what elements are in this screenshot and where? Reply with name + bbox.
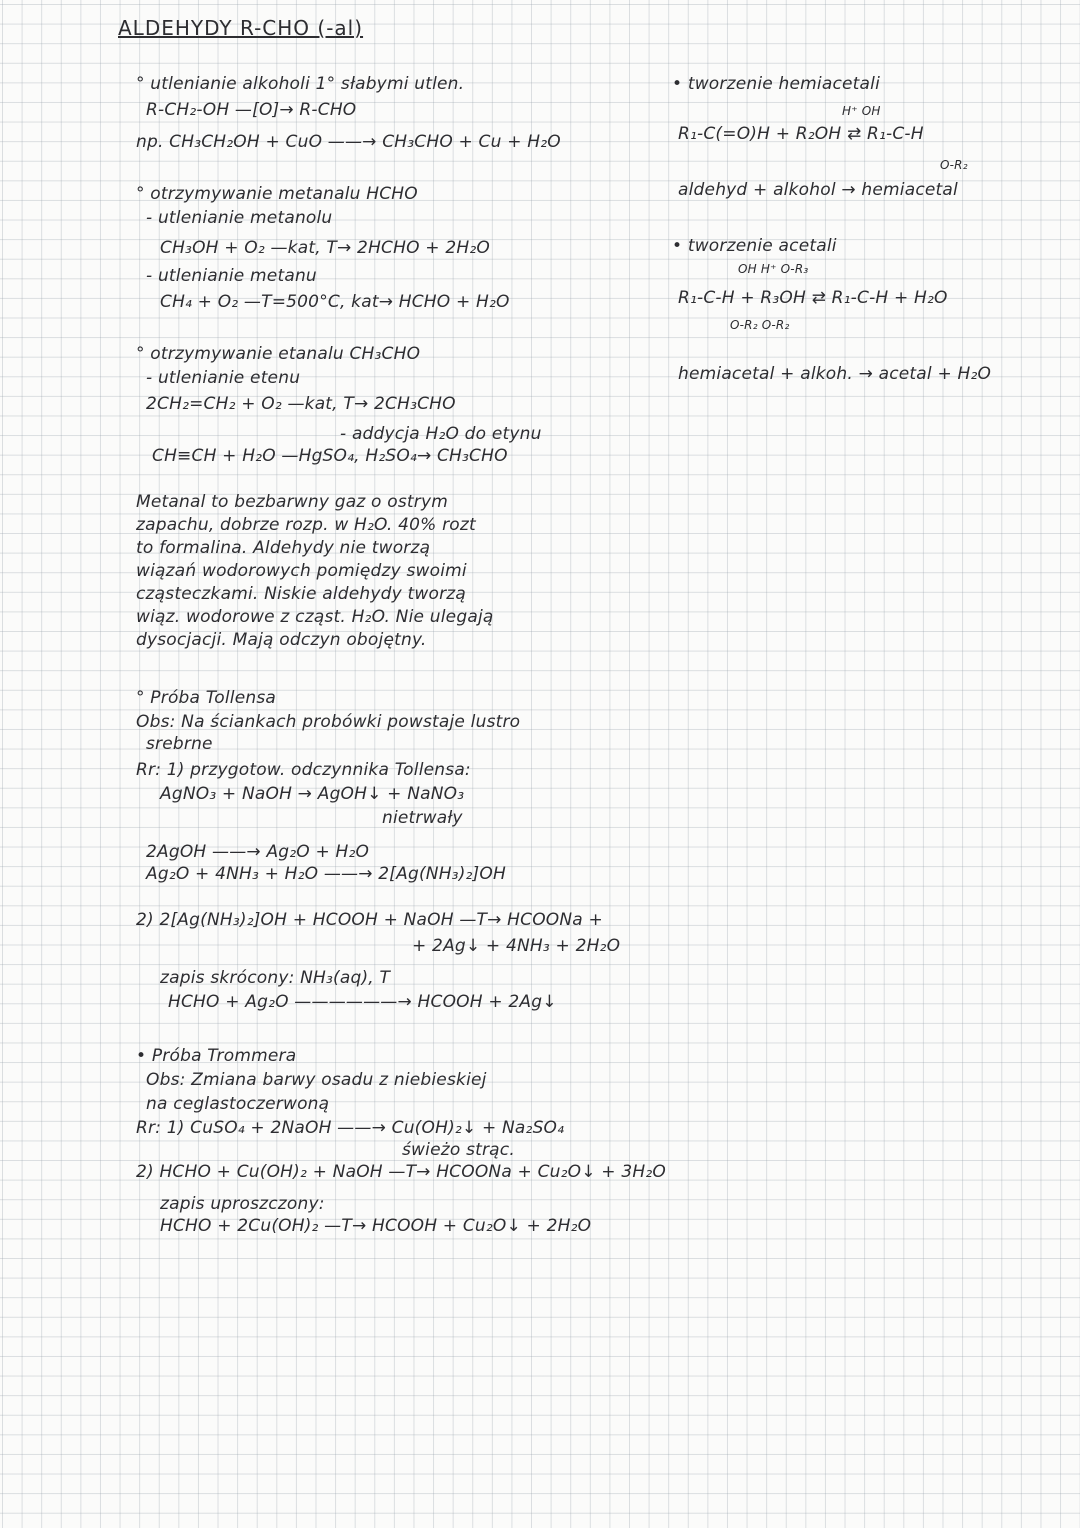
note-line: Rr: 1) CuSO₄ + 2NaOH ——→ Cu(OH)₂↓ + Na₂SO₄ <box>136 1118 565 1138</box>
note-line: Rr: 1) przygotow. odczynnika Tollensa: <box>136 760 471 780</box>
note-line: H⁺ OH <box>842 104 881 118</box>
note-line: zapachu, dobrze rozp. w H₂O. 40% rozt <box>136 515 476 535</box>
note-line: 2) HCHO + Cu(OH)₂ + NaOH —T→ HCOONa + Cu₂O↓ + 3H₂O <box>136 1162 666 1182</box>
note-line: O-R₂ <box>940 158 968 172</box>
note-line: - utlenianie metanu <box>146 266 317 286</box>
note-line: aldehyd + alkohol → hemiacetal <box>678 180 958 200</box>
note-line: 2CH₂=CH₂ + O₂ —kat, T→ 2CH₃CHO <box>146 394 456 414</box>
note-line: to formalina. Aldehydy nie tworzą <box>136 538 431 558</box>
note-line: - addycja H₂O do etynu <box>340 424 542 444</box>
note-line: świeżo strąc. <box>402 1140 515 1160</box>
note-line: • tworzenie hemiacetali <box>672 74 881 94</box>
note-line: ° Próba Tollensa <box>136 688 276 708</box>
note-line: zapis uproszczony: <box>160 1194 325 1214</box>
note-line: wiąz. wodorowe z cząst. H₂O. Nie ulegają <box>136 607 494 627</box>
note-line: hemiacetal + alkoh. → acetal + H₂O <box>678 364 992 384</box>
note-line: na ceglastoczerwoną <box>146 1094 330 1114</box>
note-line: 2AgOH ——→ Ag₂O + H₂O <box>146 842 370 862</box>
note-line: - utlenianie etenu <box>146 368 301 388</box>
note-line: dysocjacji. Mają odczyn obojętny. <box>136 630 427 650</box>
note-line: ° otrzymywanie etanalu CH₃CHO <box>136 344 421 364</box>
note-line: 2) 2[Ag(NH₃)₂]OH + HCOOH + NaOH —T→ HCOONa + <box>136 910 603 930</box>
note-line: R-CH₂-OH —[O]→ R-CHO <box>146 100 357 120</box>
page-title: ALDEHYDY R-CHO (-al) <box>118 16 364 40</box>
note-line: ° otrzymywanie metanalu HCHO <box>136 184 418 204</box>
note-line: wiązań wodorowych pomiędzy swoimi <box>136 561 467 581</box>
note-line: Metanal to bezbarwny gaz o ostrym <box>136 492 448 512</box>
note-line: • tworzenie acetali <box>672 236 837 256</box>
note-line: ° utlenianie alkoholi 1° słabymi utlen. <box>136 74 465 94</box>
note-line: O-R₂ O-R₂ <box>730 318 790 332</box>
note-line: OH H⁺ O-R₃ <box>738 262 809 276</box>
note-line: np. CH₃CH₂OH + CuO ——→ CH₃CHO + Cu + H₂O <box>136 132 561 152</box>
note-line: zapis skrócony: NH₃(aq), T <box>160 968 391 988</box>
note-line: HCHO + Ag₂O ——————→ HCOOH + 2Ag↓ <box>168 992 557 1012</box>
note-line: AgNO₃ + NaOH → AgOH↓ + NaNO₃ <box>160 784 465 804</box>
note-line: CH₄ + O₂ —T=500°C, kat→ HCHO + H₂O <box>160 292 510 312</box>
note-line: Obs: Na ściankach probówki powstaje lustro <box>136 712 521 732</box>
note-line: CH₃OH + O₂ —kat, T→ 2HCHO + 2H₂O <box>160 238 490 258</box>
note-line: srebrne <box>146 734 213 754</box>
note-line: HCHO + 2Cu(OH)₂ —T→ HCOOH + Cu₂O↓ + 2H₂O <box>160 1216 592 1236</box>
note-line: • Próba Trommera <box>136 1046 297 1066</box>
note-line: CH≡CH + H₂O —HgSO₄, H₂SO₄→ CH₃CHO <box>152 446 508 466</box>
note-line: nietrwały <box>382 808 463 828</box>
note-line: - utlenianie metanolu <box>146 208 333 228</box>
note-line: Ag₂O + 4NH₃ + H₂O ——→ 2[Ag(NH₃)₂]OH <box>146 864 506 884</box>
note-line: + 2Ag↓ + 4NH₃ + 2H₂O <box>412 936 621 956</box>
note-line: cząsteczkami. Niskie aldehydy tworzą <box>136 584 467 604</box>
note-line: R₁-C-H + R₃OH ⇄ R₁-C-H + H₂O <box>678 288 948 308</box>
note-line: R₁-C(=O)H + R₂OH ⇄ R₁-C-H <box>678 124 924 144</box>
note-line: Obs: Zmiana barwy osadu z niebieskiej <box>146 1070 487 1090</box>
